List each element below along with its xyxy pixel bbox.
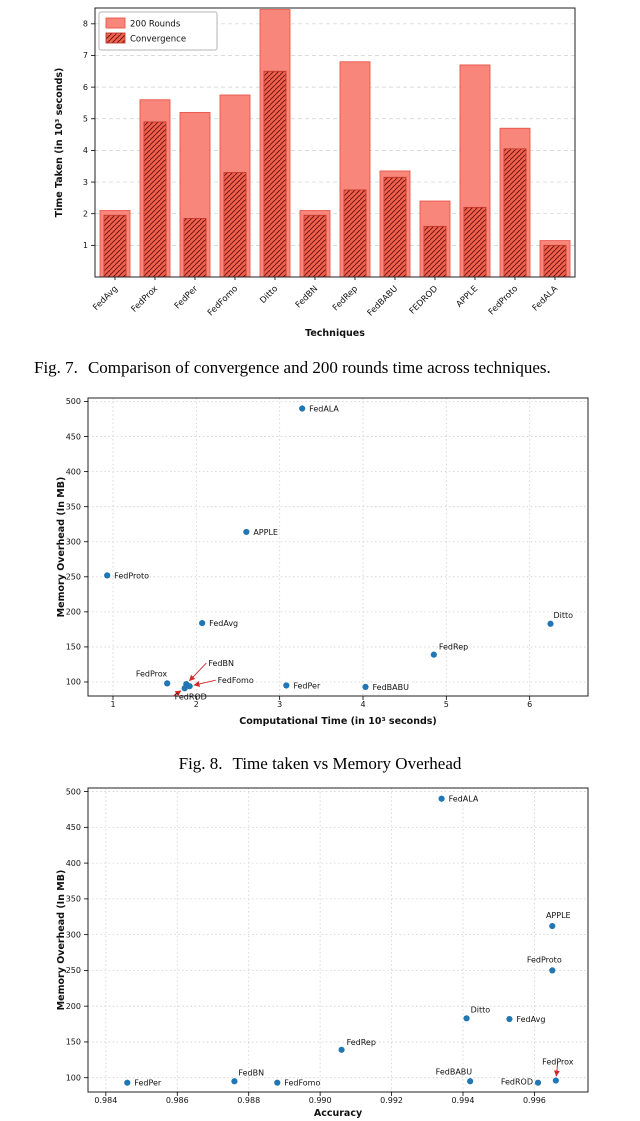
point-label-FedPer: FedPer	[134, 1078, 162, 1088]
x-tick-label: 4	[360, 700, 366, 709]
y-tick-label: 3	[82, 177, 88, 187]
y-tick-label: 450	[65, 432, 81, 442]
x-tick-label-FEDROD: FEDROD	[407, 284, 441, 317]
legend-swatch-convergence-hatch	[106, 33, 125, 43]
fig7-caption-text: Comparison of convergence and 200 rounds time across techniques.	[87, 357, 551, 377]
point-FedALA	[438, 796, 444, 802]
y-tick-label: 150	[65, 642, 81, 652]
point-FedProx	[553, 1077, 559, 1083]
x-tick-label-FedProx: FedProx	[129, 284, 161, 315]
scatter-accuracy-chart	[0, 786, 640, 1121]
bar-convergence-hatch-FedRep	[344, 190, 366, 277]
point-label-Ditto: Ditto	[470, 1005, 491, 1015]
y-tick-label: 350	[65, 894, 81, 904]
point-FedProto	[549, 967, 555, 973]
legend-label-convergence: Convergence	[130, 34, 187, 45]
y-tick-label: 4	[82, 146, 88, 156]
point-FedBN	[231, 1078, 237, 1084]
x-tick-label: 2	[193, 700, 199, 709]
x-tick-label-FedPer: FedPer	[172, 284, 201, 312]
y-tick-label: 250	[65, 966, 81, 976]
x-tick-label-FedAvg: FedAvg	[91, 284, 121, 313]
point-label-APPLE: APPLE	[545, 911, 571, 921]
fig7-caption	[0, 345, 640, 390]
scatter-accuracy-canvas	[0, 786, 640, 1121]
point-label-FedBABU: FedBABU	[435, 1067, 473, 1077]
x-tick-label-APPLE: APPLE	[454, 284, 481, 310]
point-FedPer	[124, 1080, 130, 1086]
x-tick-label: 0.994	[451, 1096, 475, 1105]
y-tick-label: 200	[65, 1001, 81, 1011]
y-axis-label: Memory Overhead (In MB)	[56, 869, 67, 1011]
point-Ditto	[547, 621, 553, 627]
point-label-FedProx: FedProx	[135, 669, 168, 679]
x-axis-label: Accuracy	[313, 1108, 363, 1119]
fig7-caption-label: Fig. 7.	[34, 357, 78, 377]
bar-convergence-hatch-FEDROD	[424, 226, 446, 277]
y-axis-label: Time Taken (in 10³ seconds)	[54, 67, 65, 218]
x-tick-label: 0.984	[94, 1096, 118, 1105]
x-tick-label: 0.990	[308, 1096, 332, 1105]
x-tick-label-FedRep: FedRep	[330, 284, 361, 314]
point-label-FedBABU: FedBABU	[372, 682, 409, 692]
x-tick-label-FedProto: FedProto	[486, 284, 521, 318]
bar-chart-canvas	[0, 0, 640, 345]
point-FedALA	[299, 405, 305, 411]
point-FedROD	[535, 1080, 541, 1086]
plot-border	[88, 788, 588, 1092]
bar-convergence-hatch-FedBABU	[384, 177, 406, 277]
y-tick-label: 400	[65, 858, 81, 868]
x-tick-label: 0.992	[380, 1096, 404, 1105]
y-tick-label: 100	[65, 677, 81, 687]
legend-label-200rounds: 200 Rounds	[130, 19, 181, 30]
bar-convergence-hatch-FedALA	[544, 245, 566, 277]
x-tick-label: 0.996	[522, 1096, 546, 1105]
point-label-FedBN: FedBN	[208, 659, 234, 669]
y-tick-label: 2	[82, 209, 88, 219]
point-label-FedROD: FedROD	[174, 692, 207, 702]
x-tick-label: 1	[110, 700, 116, 709]
y-tick-label: 8	[82, 19, 88, 29]
point-FedROD	[182, 685, 188, 691]
y-tick-label: 7	[82, 51, 88, 61]
x-axis-label: Techniques	[305, 328, 365, 339]
point-label-FedALA: FedALA	[309, 404, 339, 414]
point-label-FedRep: FedRep	[346, 1037, 376, 1047]
fig8-caption-label: Fig. 8.	[178, 754, 223, 773]
x-tick-label-FedALA: FedALA	[530, 284, 561, 314]
point-label-FedAvg: FedAvg	[209, 619, 239, 629]
point-label-FedAvg: FedAvg	[516, 1015, 546, 1025]
annotation-arrow-FedBN	[189, 663, 206, 681]
point-label-APPLE: APPLE	[253, 527, 278, 537]
bar-convergence-hatch-FedProto	[504, 149, 526, 277]
y-tick-label: 100	[65, 1073, 81, 1083]
bar-convergence-hatch-APPLE	[464, 207, 486, 277]
point-label-FedProx: FedProx	[542, 1057, 574, 1067]
point-label-FedProto: FedProto	[526, 955, 562, 965]
point-APPLE	[243, 529, 249, 535]
y-tick-label: 200	[65, 607, 81, 617]
x-tick-label: 5	[443, 700, 449, 709]
point-FedProx	[164, 680, 170, 686]
x-tick-label: 0.988	[237, 1096, 261, 1105]
point-label-FedFomo: FedFomo	[284, 1078, 321, 1088]
x-tick-label: 0.986	[165, 1096, 189, 1105]
y-axis-label: Memory Overhead (In MB)	[56, 476, 67, 618]
point-FedAvg	[506, 1016, 512, 1022]
point-label-FedProto: FedProto	[114, 571, 150, 581]
bar-convergence-hatch-Ditto	[264, 71, 286, 277]
fig8-scatter-time-memory	[0, 390, 640, 742]
x-axis-label: Computational Time (in 10³ seconds)	[239, 716, 437, 727]
x-tick-label-FedBABU: FedBABU	[365, 284, 401, 319]
y-tick-label: 5	[82, 114, 88, 124]
point-FedFomo	[274, 1080, 280, 1086]
y-tick-label: 500	[65, 787, 81, 797]
x-tick-label: 3	[277, 700, 283, 709]
annotation-arrow-FedFomo	[194, 680, 216, 685]
y-tick-label: 300	[65, 930, 81, 940]
y-tick-label: 150	[65, 1037, 81, 1047]
scatter-time-canvas	[0, 390, 640, 742]
legend-swatch-200rounds	[106, 18, 125, 28]
point-label-FedALA: FedALA	[448, 794, 479, 804]
point-label-FedROD: FedROD	[500, 1077, 533, 1087]
fig8-caption-text: Time taken vs Memory Overhead	[232, 754, 462, 773]
y-tick-label: 500	[65, 397, 81, 407]
point-label-FedPer: FedPer	[293, 681, 321, 691]
fig7-bar-chart	[0, 0, 640, 345]
y-tick-label: 300	[65, 537, 81, 547]
plot-border	[88, 398, 588, 696]
bar-convergence-hatch-FedFomo	[224, 173, 246, 277]
y-tick-label: 350	[65, 502, 81, 512]
bar-convergence-hatch-FedProx	[144, 122, 166, 277]
y-tick-label: 250	[65, 572, 81, 582]
point-FedBABU	[467, 1078, 473, 1084]
bar-convergence-hatch-FedPer	[184, 218, 206, 277]
x-tick-label: 6	[527, 700, 533, 709]
point-FedPer	[283, 682, 289, 688]
point-APPLE	[549, 923, 555, 929]
point-label-Ditto: Ditto	[553, 610, 574, 620]
point-label-FedRep: FedRep	[438, 642, 469, 652]
point-Ditto	[463, 1015, 469, 1021]
point-FedRep	[431, 652, 437, 658]
y-tick-label: 1	[82, 241, 88, 251]
point-FedBABU	[362, 684, 368, 690]
y-tick-label: 450	[65, 823, 81, 833]
y-tick-label: 400	[65, 467, 81, 477]
point-FedAvg	[199, 620, 205, 626]
x-tick-label-FedFomo: FedFomo	[205, 284, 241, 319]
point-FedRep	[338, 1047, 344, 1053]
bar-convergence-hatch-FedBN	[304, 215, 326, 277]
point-label-FedBN: FedBN	[238, 1068, 265, 1078]
y-tick-label: 6	[82, 82, 88, 92]
bar-convergence-hatch-FedAvg	[104, 215, 126, 277]
point-label-FedFomo: FedFomo	[217, 676, 254, 686]
x-tick-label-FedBN: FedBN	[293, 284, 321, 311]
fig8-caption	[0, 742, 640, 786]
x-tick-label-Ditto: Ditto	[258, 284, 281, 306]
point-FedProto	[104, 572, 110, 578]
